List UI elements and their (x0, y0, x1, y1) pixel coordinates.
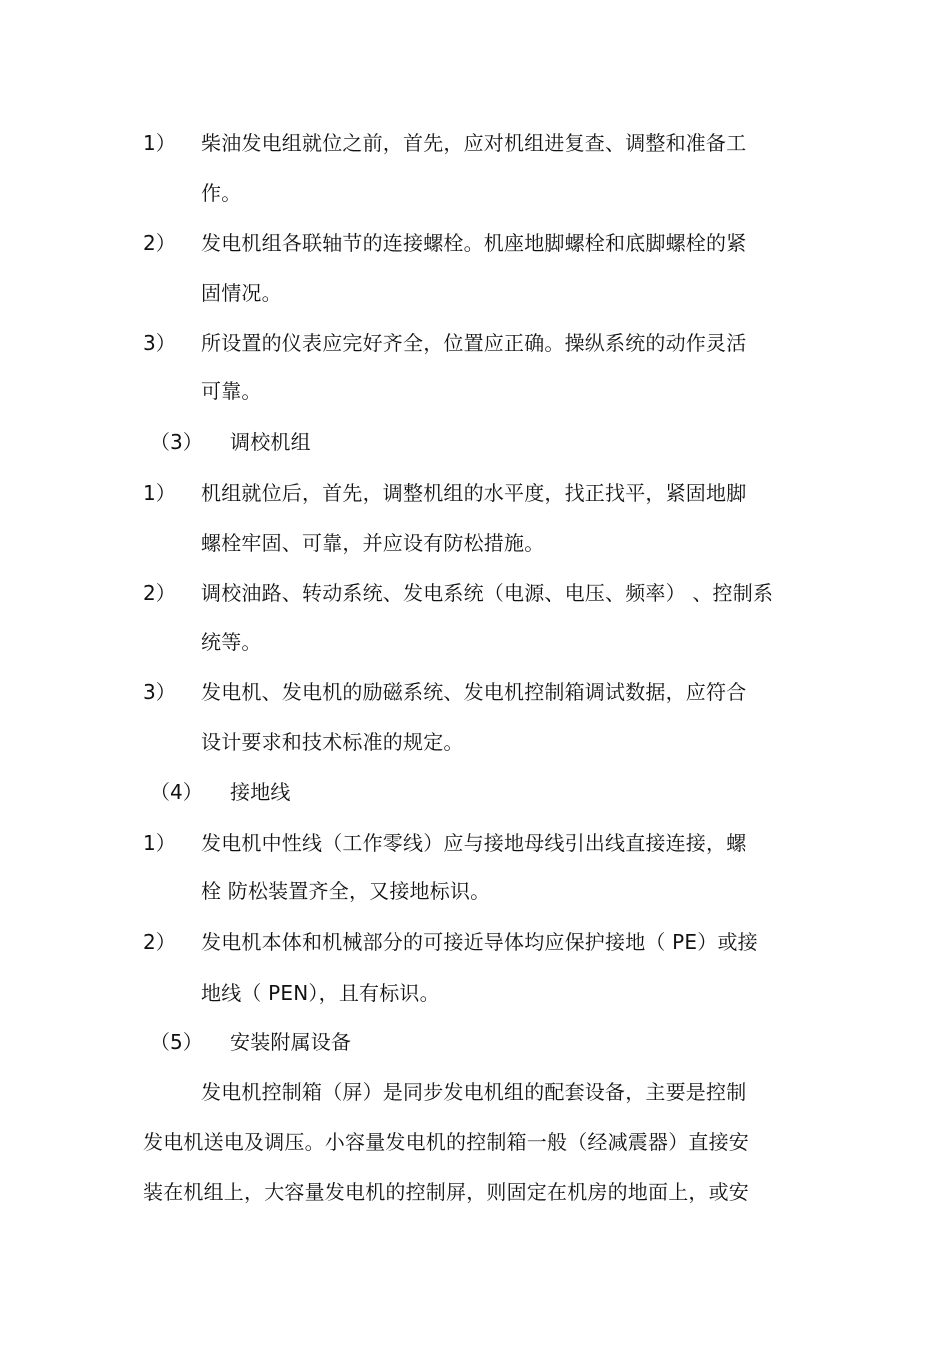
item-text-line: 固情况。 (201, 281, 282, 305)
item-text-line: 机组就位后，首先，调整机组的水平度，找正找平，紧固地脚 (201, 481, 747, 505)
item-text-line: 栓 防松装置齐全，又接地标识。 (201, 879, 491, 903)
item-text-line: 发电机本体和机械部分的可接近导体均应保护接地（ PE）或接 (201, 930, 758, 954)
item-text-line: 螺栓牢固、可靠，并应设有防松措施。 (201, 531, 545, 555)
item-text-line: 可靠。 (201, 379, 262, 403)
item-text-line: 发电机中性线（工作零线）应与接地母线引出线直接连接，螺 (201, 831, 747, 855)
item-number: 1） (143, 831, 176, 855)
section-title: 安装附属设备 (230, 1030, 352, 1054)
item-number: 2） (143, 581, 176, 605)
section-number: （3） (150, 430, 203, 454)
section-number: （4） (150, 780, 203, 804)
item-text-line: 所设置的仪表应完好齐全，位置应正确。操纵系统的动作灵活 (201, 331, 747, 355)
paragraph-line: 装在机组上，大容量发电机的控制屏，则固定在机房的地面上，或安 (143, 1180, 749, 1204)
item-number: 2） (143, 231, 176, 255)
item-text-line: 设计要求和技术标准的规定。 (201, 730, 464, 754)
item-number: 3） (143, 331, 176, 355)
section-number: （5） (150, 1030, 203, 1054)
item-number: 3） (143, 680, 176, 704)
item-text-line: 调校油路、转动系统、发电系统（电源、电压、频率） 、控制系 (201, 581, 774, 605)
item-text-line: 柴油发电组就位之前，首先，应对机组进复查、调整和准备工 (201, 131, 747, 155)
section-title: 接地线 (230, 780, 291, 804)
paragraph-line: 发电机送电及调压。小容量发电机的控制箱一般（经减震器）直接安 (143, 1130, 749, 1154)
item-text-line: 作。 (201, 181, 242, 205)
item-text-line: 地线（ PEN），且有标识。 (201, 981, 440, 1005)
item-number: 1） (143, 131, 176, 155)
item-number: 2） (143, 930, 176, 954)
paragraph-line: 发电机控制箱（屏）是同步发电机组的配套设备，主要是控制 (201, 1080, 747, 1104)
item-text-line: 发电机、发电机的励磁系统、发电机控制箱调试数据，应符合 (201, 680, 747, 704)
item-text-line: 发电机组各联轴节的连接螺栓。机座地脚螺栓和底脚螺栓的紧 (201, 231, 747, 255)
item-number: 1） (143, 481, 176, 505)
section-title: 调校机组 (230, 430, 311, 454)
item-text-line: 统等。 (201, 630, 262, 654)
